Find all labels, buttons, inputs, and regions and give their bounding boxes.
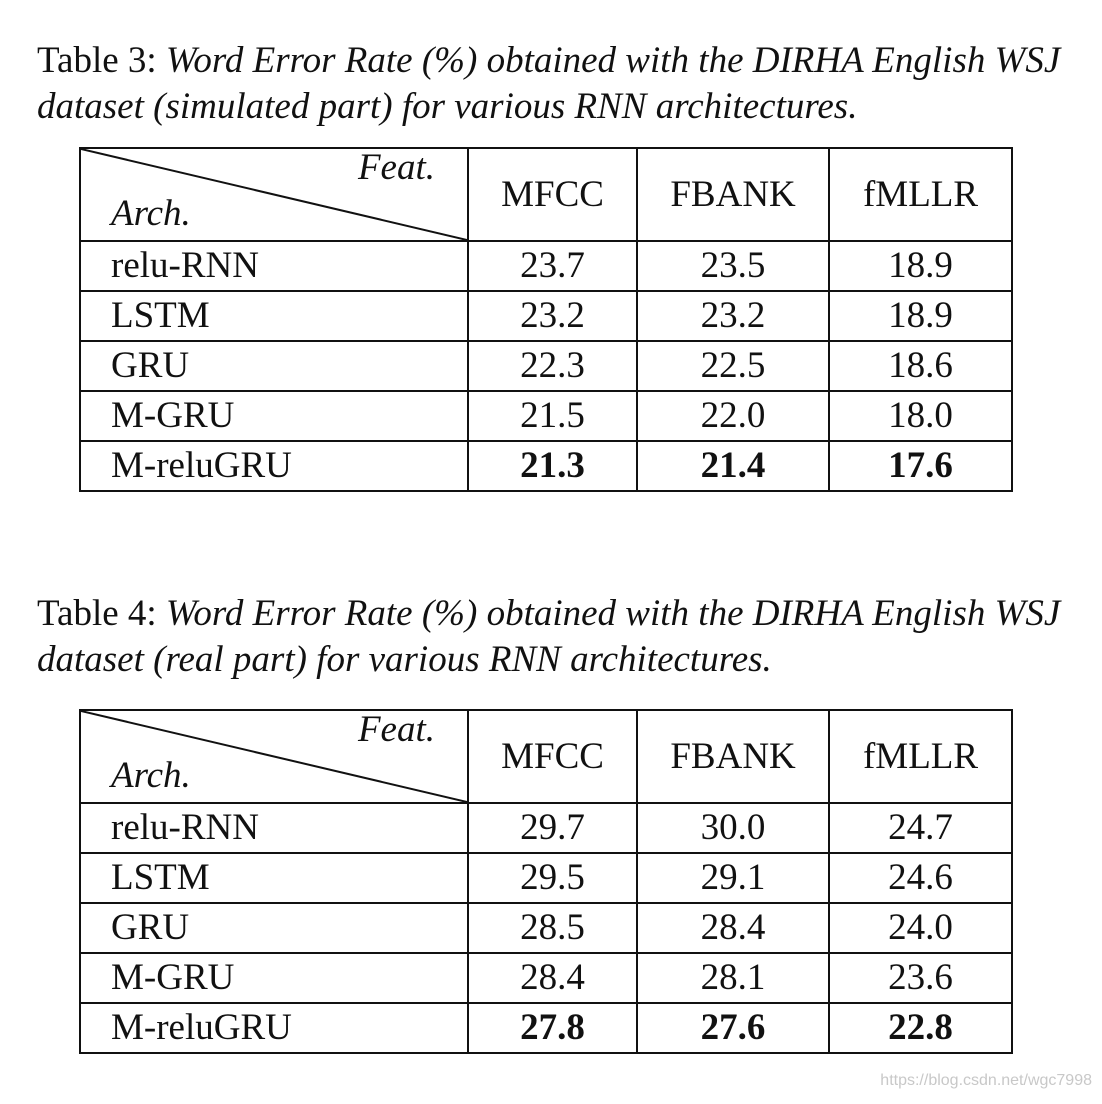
table-cell: 22.0 — [637, 391, 829, 441]
best-result-cell: 22.8 — [829, 1003, 1012, 1053]
table-row — [80, 953, 1012, 1003]
best-result-cell: 21.3 — [468, 441, 637, 491]
table-4-caption-label: Table 4: — [37, 593, 157, 634]
best-result-cell: 27.8 — [468, 1003, 637, 1053]
table-4-caption — [37, 591, 1077, 683]
column-header-fbank: FBANK — [637, 710, 829, 803]
table-3 — [79, 147, 1013, 492]
table-row — [80, 853, 1012, 903]
table-cell: 18.9 — [829, 241, 1012, 291]
table-cell: 28.5 — [468, 903, 637, 953]
table-cell: 28.1 — [637, 953, 829, 1003]
row-arch-label: M-reluGRU — [80, 441, 468, 491]
best-result-cell: 21.4 — [637, 441, 829, 491]
table-cell: 23.2 — [468, 291, 637, 341]
watermark-text: https://blog.csdn.net/wgc7998 — [880, 1072, 1092, 1089]
table-cell: 29.5 — [468, 853, 637, 903]
corner-arch-label: Arch. — [111, 193, 191, 234]
row-arch-label: GRU — [80, 341, 468, 391]
best-result-cell: 27.6 — [637, 1003, 829, 1053]
table-cell: 30.0 — [637, 803, 829, 853]
table-4-caption-text: Word Error Rate (%) obtained with the DIRHA English WSJ dataset (real part) for various RNN architectures. — [37, 593, 1061, 680]
table-3-header-row — [80, 148, 1012, 241]
row-arch-label: M-reluGRU — [80, 1003, 468, 1053]
corner-arch-label: Arch. — [111, 755, 191, 796]
corner-feat-label: Feat. — [357, 147, 435, 188]
table-cell: 29.7 — [468, 803, 637, 853]
row-arch-label: M-GRU — [80, 391, 468, 441]
column-header-fmllr: fMLLR — [829, 710, 1012, 803]
column-header-mfcc: MFCC — [468, 148, 637, 241]
table-4 — [79, 709, 1013, 1054]
best-result-cell: 17.6 — [829, 441, 1012, 491]
table-cell: 29.1 — [637, 853, 829, 903]
row-arch-label: LSTM — [80, 291, 468, 341]
row-arch-label: LSTM — [80, 853, 468, 903]
column-header-fmllr: fMLLR — [829, 148, 1012, 241]
corner-feat-label: Feat. — [357, 709, 435, 750]
table-row — [80, 803, 1012, 853]
table-cell: 18.9 — [829, 291, 1012, 341]
table-row — [80, 291, 1012, 341]
table-cell: 21.5 — [468, 391, 637, 441]
table-row — [80, 241, 1012, 291]
table-4-corner-cell — [80, 710, 468, 803]
table-cell: 23.2 — [637, 291, 829, 341]
table-row — [80, 391, 1012, 441]
table-row — [80, 1003, 1012, 1053]
table-3-caption-text: Word Error Rate (%) obtained with the DIRHA English WSJ dataset (simulated part) for various RNN architectures. — [37, 40, 1061, 127]
table-cell: 28.4 — [637, 903, 829, 953]
table-cell: 24.6 — [829, 853, 1012, 903]
table-cell: 18.0 — [829, 391, 1012, 441]
table-cell: 22.5 — [637, 341, 829, 391]
table-row — [80, 903, 1012, 953]
table-cell: 28.4 — [468, 953, 637, 1003]
table-cell: 23.6 — [829, 953, 1012, 1003]
table-3-caption-label: Table 3: — [37, 40, 157, 81]
table-3-corner-cell — [80, 148, 468, 241]
table-row — [80, 341, 1012, 391]
row-arch-label: M-GRU — [80, 953, 468, 1003]
row-arch-label: relu-RNN — [80, 241, 468, 291]
table-cell: 22.3 — [468, 341, 637, 391]
row-arch-label: GRU — [80, 903, 468, 953]
table-row — [80, 441, 1012, 491]
column-header-mfcc: MFCC — [468, 710, 637, 803]
table-cell: 23.5 — [637, 241, 829, 291]
table-cell: 18.6 — [829, 341, 1012, 391]
table-4-header-row — [80, 710, 1012, 803]
table-cell: 24.0 — [829, 903, 1012, 953]
column-header-fbank: FBANK — [637, 148, 829, 241]
row-arch-label: relu-RNN — [80, 803, 468, 853]
table-cell: 23.7 — [468, 241, 637, 291]
table-cell: 24.7 — [829, 803, 1012, 853]
table-3-caption — [37, 38, 1077, 130]
